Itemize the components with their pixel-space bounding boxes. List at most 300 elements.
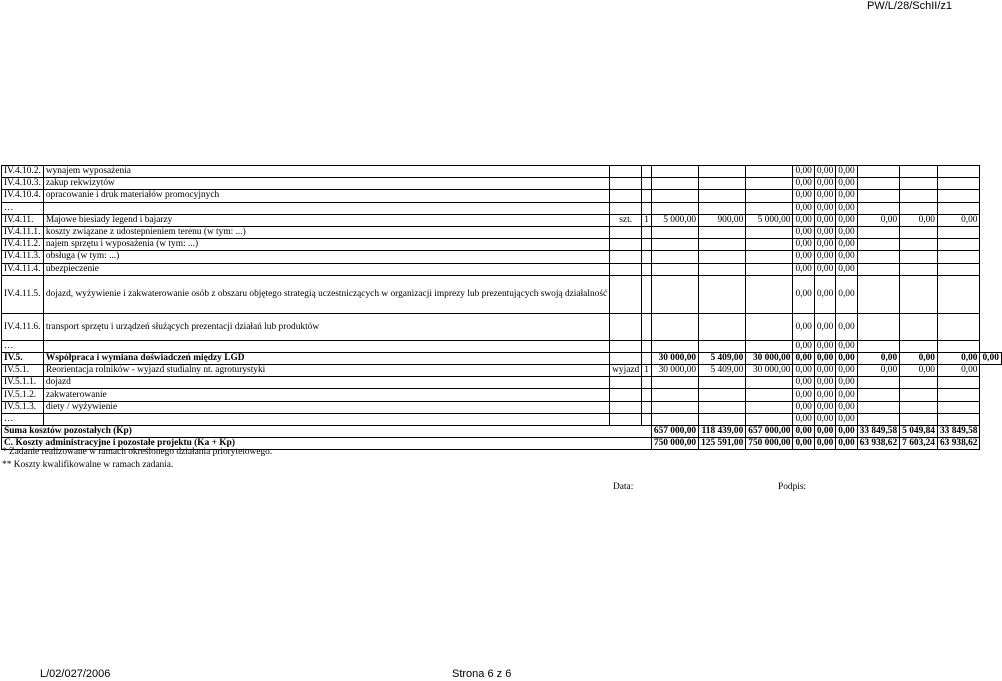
table-cell: 0,00 xyxy=(814,352,835,364)
table-cell: 0,00 xyxy=(836,226,857,238)
signature-label: Podpis: xyxy=(778,482,807,492)
table-cell: 0,00 xyxy=(814,226,835,238)
table-cell: 30 000,00 xyxy=(746,352,793,364)
table-row xyxy=(2,190,1002,202)
table-cell: 0,00 xyxy=(937,352,980,364)
table-cell: dojazd, wyżywienie i zakwaterowanie osób z obszaru objętego strategią uczestniczących w organizacji imprezy lub prezentujących swoją działalność xyxy=(43,275,609,314)
table-cell xyxy=(900,226,938,238)
table-cell: Majowe biesiady legend i bajarzy xyxy=(43,214,609,226)
table-cell xyxy=(746,178,793,190)
table-cell: szt. xyxy=(610,214,642,226)
table-cell xyxy=(937,413,980,425)
table-cell: C. Koszty administracyjne i pozostałe projektu (Ka + Kp) xyxy=(2,438,652,450)
table-cell xyxy=(980,401,1001,413)
table-cell xyxy=(857,340,900,352)
table-cell: IV.5.1.1. xyxy=(2,377,44,389)
table-cell: 750 000,00 xyxy=(746,438,793,450)
table-cell: 0,00 xyxy=(814,314,835,340)
table-cell xyxy=(651,263,698,275)
table-cell xyxy=(642,413,652,425)
table-cell: 1 xyxy=(642,365,652,377)
table-cell xyxy=(610,389,642,401)
table-cell xyxy=(651,190,698,202)
table-cell: 0,00 xyxy=(937,365,980,377)
table-cell xyxy=(900,314,938,340)
table-cell xyxy=(937,401,980,413)
table-cell xyxy=(642,202,652,214)
table-cell: 0,00 xyxy=(793,251,814,263)
table-cell xyxy=(746,314,793,340)
table-cell xyxy=(900,251,938,263)
table-cell: 0,00 xyxy=(793,178,814,190)
table-cell: dojazd xyxy=(43,377,609,389)
table-cell xyxy=(937,389,980,401)
table-cell xyxy=(746,413,793,425)
table-cell xyxy=(699,226,746,238)
table-cell xyxy=(937,202,980,214)
table-cell xyxy=(699,413,746,425)
table-cell xyxy=(980,340,1001,352)
table-row xyxy=(2,401,1002,413)
document-id: PW/L/28/SchII/z1 xyxy=(867,0,952,12)
table-cell xyxy=(937,190,980,202)
table-cell xyxy=(900,178,938,190)
table-cell xyxy=(980,389,1001,401)
table-cell: 0,00 xyxy=(814,401,835,413)
table-cell: 0,00 xyxy=(793,226,814,238)
table-row xyxy=(2,425,1002,437)
table-cell xyxy=(746,226,793,238)
table-cell: 5 409,00 xyxy=(699,365,746,377)
table-cell: 750 000,00 xyxy=(651,438,698,450)
table-row xyxy=(2,214,1002,226)
table-cell: 0,00 xyxy=(814,202,835,214)
table-cell xyxy=(651,275,698,314)
table-cell: IV.4.10.4. xyxy=(2,190,44,202)
table-cell xyxy=(900,389,938,401)
table-cell: 0,00 xyxy=(814,377,835,389)
table-cell xyxy=(857,239,900,251)
table-cell: 0,00 xyxy=(900,365,938,377)
table-cell xyxy=(937,263,980,275)
table-cell xyxy=(980,365,1001,377)
table-cell: 0,00 xyxy=(836,166,857,178)
table-cell xyxy=(857,166,900,178)
table-cell xyxy=(699,263,746,275)
table-cell: wyjazd xyxy=(610,365,642,377)
table-cell: 30 000,00 xyxy=(651,365,698,377)
table-cell xyxy=(610,377,642,389)
table-cell: 0,00 xyxy=(814,263,835,275)
table-cell: 0,00 xyxy=(836,214,857,226)
table-row xyxy=(2,239,1002,251)
table-cell xyxy=(857,178,900,190)
table-cell xyxy=(651,401,698,413)
table-cell: 0,00 xyxy=(836,352,857,364)
table-row xyxy=(2,413,1002,425)
table-cell: 0,00 xyxy=(814,214,835,226)
table-cell: 0,00 xyxy=(814,251,835,263)
table-cell: 0,00 xyxy=(836,340,857,352)
table-cell: IV.4.11. xyxy=(2,214,44,226)
table-cell: IV.5.1.2. xyxy=(2,389,44,401)
table-row xyxy=(2,314,1002,340)
table-cell xyxy=(43,202,609,214)
table-cell xyxy=(900,190,938,202)
table-cell xyxy=(610,340,642,352)
table-cell: transport sprzętu i urządzeń służących prezentacji działań lub produktów xyxy=(43,314,609,340)
footnote: * Zadanie realizowane w ramach określonego działania priorytetowego. xyxy=(2,447,273,457)
table-cell: 0,00 xyxy=(814,275,835,314)
table-cell xyxy=(651,239,698,251)
table-cell xyxy=(651,226,698,238)
table-cell xyxy=(699,340,746,352)
table-cell xyxy=(699,389,746,401)
table-cell: 0,00 xyxy=(814,438,835,450)
table-cell xyxy=(857,251,900,263)
table-cell: 0,00 xyxy=(793,214,814,226)
table-cell xyxy=(746,263,793,275)
table-cell xyxy=(746,202,793,214)
table-cell: 0,00 xyxy=(836,190,857,202)
table-cell xyxy=(746,190,793,202)
table-cell xyxy=(43,413,609,425)
table-cell xyxy=(699,166,746,178)
table-cell xyxy=(857,202,900,214)
table-cell xyxy=(746,401,793,413)
table-cell xyxy=(900,413,938,425)
table-cell: 657 000,00 xyxy=(651,425,698,437)
table-cell: 0,00 xyxy=(793,438,814,450)
table-cell xyxy=(746,166,793,178)
table-cell: 0,00 xyxy=(793,401,814,413)
table-row xyxy=(2,365,1002,377)
table-cell xyxy=(857,226,900,238)
table-cell: IV.5. xyxy=(2,352,44,364)
table-cell xyxy=(610,251,642,263)
table-cell xyxy=(642,239,652,251)
table-cell xyxy=(610,352,642,364)
table-cell: opracowanie i druk materiałów promocyjnych xyxy=(43,190,609,202)
table-row xyxy=(2,263,1002,275)
table-cell xyxy=(642,190,652,202)
date-label: Data: xyxy=(613,482,634,492)
table-cell: IV.4.10.3. xyxy=(2,178,44,190)
table-cell xyxy=(642,178,652,190)
table-cell xyxy=(900,401,938,413)
table-row xyxy=(2,389,1002,401)
table-cell: 0,00 xyxy=(814,425,835,437)
table-cell: 7 603,24 xyxy=(900,438,938,450)
footnote: ** Koszty kwalifikowalne w ramach zadania. xyxy=(2,459,174,470)
table-cell xyxy=(900,263,938,275)
table-cell xyxy=(980,166,1001,178)
table-cell xyxy=(699,401,746,413)
table-cell xyxy=(610,275,642,314)
table-cell: 0,00 xyxy=(814,178,835,190)
table-cell: 0,00 xyxy=(836,178,857,190)
table-cell: 0,00 xyxy=(793,365,814,377)
table-cell: 0,00 xyxy=(900,352,938,364)
table-cell: 0,00 xyxy=(836,275,857,314)
table-cell: 0,00 xyxy=(836,365,857,377)
table-row xyxy=(2,178,1002,190)
table-cell: … xyxy=(2,202,44,214)
table-row xyxy=(2,251,1002,263)
table-cell xyxy=(746,251,793,263)
table-row xyxy=(2,352,1002,364)
table-cell: 63 938,62 xyxy=(857,438,900,450)
table-cell: 0,00 xyxy=(836,239,857,251)
table-cell: 30 000,00 xyxy=(746,365,793,377)
table-cell xyxy=(937,166,980,178)
table-row xyxy=(2,202,1002,214)
table-cell xyxy=(642,275,652,314)
table-cell: 0,00 xyxy=(814,389,835,401)
table-cell: 0,00 xyxy=(814,166,835,178)
table-cell: 0,00 xyxy=(937,214,980,226)
table-cell: zakwaterowanie xyxy=(43,389,609,401)
table-cell xyxy=(651,314,698,340)
table-cell xyxy=(610,314,642,340)
table-cell: 30 000,00 xyxy=(651,352,698,364)
table-cell: IV.4.11.3. xyxy=(2,251,44,263)
table-cell: 0,00 xyxy=(793,202,814,214)
table-cell: 0,00 xyxy=(814,340,835,352)
table-cell: 118 439,00 xyxy=(699,425,746,437)
table-cell: 0,00 xyxy=(900,214,938,226)
table-cell: 0,00 xyxy=(836,202,857,214)
table-cell: 0,00 xyxy=(836,377,857,389)
table-cell xyxy=(642,401,652,413)
table-cell xyxy=(980,190,1001,202)
table-cell: IV.5.1. xyxy=(2,365,44,377)
table-cell xyxy=(699,239,746,251)
table-cell xyxy=(43,340,609,352)
table-cell: 5 409,00 xyxy=(699,352,746,364)
table-cell xyxy=(610,190,642,202)
table-cell xyxy=(651,389,698,401)
table-cell: IV.4.11.4. xyxy=(2,263,44,275)
table-cell xyxy=(937,340,980,352)
table-cell xyxy=(857,275,900,314)
table-cell xyxy=(937,314,980,340)
table-cell xyxy=(937,377,980,389)
table-cell xyxy=(857,389,900,401)
table-cell: IV.4.11.5. xyxy=(2,275,44,314)
table-cell xyxy=(980,263,1001,275)
page-number: Strona 6 z 6 xyxy=(452,668,512,680)
cost-table-body xyxy=(2,166,1002,450)
table-cell: 0,00 xyxy=(793,314,814,340)
footer-reference: L/02/027/2006 xyxy=(40,668,111,680)
table-cell: 0,00 xyxy=(814,190,835,202)
table-cell xyxy=(642,314,652,340)
table-cell: 0,00 xyxy=(836,401,857,413)
table-cell: … xyxy=(2,340,44,352)
table-cell xyxy=(651,377,698,389)
table-cell xyxy=(651,340,698,352)
table-cell xyxy=(980,377,1001,389)
table-row xyxy=(2,340,1002,352)
table-cell: 0,00 xyxy=(857,365,900,377)
table-row xyxy=(2,226,1002,238)
table-cell: 0,00 xyxy=(793,166,814,178)
table-cell: zakup rekwizytów xyxy=(43,178,609,190)
table-cell xyxy=(900,202,938,214)
table-cell: 63 938,62 xyxy=(937,438,980,450)
table-cell xyxy=(857,401,900,413)
table-cell xyxy=(642,166,652,178)
table-cell xyxy=(610,166,642,178)
table-cell xyxy=(746,377,793,389)
table-cell xyxy=(980,275,1001,314)
table-cell xyxy=(642,377,652,389)
table-cell xyxy=(699,377,746,389)
table-cell xyxy=(857,190,900,202)
table-cell xyxy=(857,314,900,340)
table-cell: … xyxy=(2,413,44,425)
table-cell: 0,00 xyxy=(793,352,814,364)
table-cell: 0,00 xyxy=(814,413,835,425)
table-cell: 33 849,58 xyxy=(937,425,980,437)
table-cell xyxy=(699,190,746,202)
table-cell: Współpraca i wymiana doświadczeń między LGD xyxy=(43,352,609,364)
table-cell: najem sprzętu i wyposażenia (w tym: ...) xyxy=(43,239,609,251)
table-cell xyxy=(937,239,980,251)
table-cell xyxy=(610,226,642,238)
table-cell: Reorientacja rolników - wyjazd studialny nt. agroturystyki xyxy=(43,365,609,377)
table-cell xyxy=(610,401,642,413)
table-cell: 0,00 xyxy=(793,239,814,251)
table-cell: Suma kosztów pozostałych (Kp) xyxy=(2,425,652,437)
table-cell xyxy=(642,340,652,352)
table-cell xyxy=(642,263,652,275)
table-cell: 900,00 xyxy=(699,214,746,226)
table-cell: 657 000,00 xyxy=(746,425,793,437)
table-cell: 0,00 xyxy=(836,314,857,340)
table-cell xyxy=(937,226,980,238)
table-cell xyxy=(980,425,1001,437)
table-cell xyxy=(651,202,698,214)
table-cell: 5 049,84 xyxy=(900,425,938,437)
table-cell xyxy=(699,314,746,340)
table-cell: ubezpieczenie xyxy=(43,263,609,275)
table-cell xyxy=(980,178,1001,190)
table-cell xyxy=(937,275,980,314)
table-cell xyxy=(610,239,642,251)
cost-table xyxy=(1,165,1002,450)
table-cell xyxy=(900,166,938,178)
table-cell: 33 849,58 xyxy=(857,425,900,437)
table-cell xyxy=(642,251,652,263)
table-cell xyxy=(980,202,1001,214)
table-cell xyxy=(900,239,938,251)
table-cell: 0,00 xyxy=(793,190,814,202)
table-cell: 0,00 xyxy=(836,438,857,450)
table-cell xyxy=(642,226,652,238)
table-cell xyxy=(980,314,1001,340)
table-cell xyxy=(857,377,900,389)
table-cell: 125 591,00 xyxy=(699,438,746,450)
table-cell: 0,00 xyxy=(980,352,1001,364)
table-row xyxy=(2,275,1002,314)
table-cell xyxy=(610,202,642,214)
table-cell: obsługa (w tym: ...) xyxy=(43,251,609,263)
table-cell: IV.4.11.2. xyxy=(2,239,44,251)
table-cell xyxy=(900,340,938,352)
table-cell xyxy=(651,166,698,178)
table-cell xyxy=(699,178,746,190)
footnotes xyxy=(2,446,272,471)
table-cell: 0,00 xyxy=(793,340,814,352)
table-cell: 0,00 xyxy=(793,425,814,437)
table-cell: 0,00 xyxy=(836,413,857,425)
table-cell xyxy=(980,239,1001,251)
table-cell xyxy=(937,178,980,190)
table-cell: IV.5.1.3. xyxy=(2,401,44,413)
table-cell xyxy=(980,214,1001,226)
table-cell xyxy=(699,275,746,314)
table-cell: wynajem wyposażenia xyxy=(43,166,609,178)
table-cell xyxy=(857,263,900,275)
table-cell: 0,00 xyxy=(793,275,814,314)
table-cell: 0,00 xyxy=(857,352,900,364)
table-cell: IV.4.11.6. xyxy=(2,314,44,340)
table-cell xyxy=(980,413,1001,425)
table-cell xyxy=(746,389,793,401)
table-cell: 0,00 xyxy=(793,389,814,401)
table-cell xyxy=(937,251,980,263)
table-cell xyxy=(900,377,938,389)
table-cell: 0,00 xyxy=(793,413,814,425)
table-cell xyxy=(651,178,698,190)
table-cell xyxy=(610,263,642,275)
table-row xyxy=(2,166,1002,178)
table-cell: 0,00 xyxy=(793,263,814,275)
table-cell xyxy=(610,413,642,425)
table-cell: 0,00 xyxy=(836,263,857,275)
table-cell xyxy=(900,275,938,314)
table-cell xyxy=(642,389,652,401)
table-cell: 0,00 xyxy=(814,365,835,377)
table-cell: 5 000,00 xyxy=(746,214,793,226)
table-cell: 0,00 xyxy=(836,251,857,263)
table-cell: 1 xyxy=(642,214,652,226)
table-cell xyxy=(651,413,698,425)
table-cell xyxy=(610,178,642,190)
table-cell xyxy=(857,413,900,425)
table-cell: diety / wyżywienie xyxy=(43,401,609,413)
table-cell xyxy=(699,202,746,214)
table-cell: koszty związane z udostepnieniem terenu (w tym: ...) xyxy=(43,226,609,238)
table-cell: 0,00 xyxy=(793,377,814,389)
table-cell xyxy=(642,352,652,364)
table-cell: IV.4.10.2. xyxy=(2,166,44,178)
table-cell: 5 000,00 xyxy=(651,214,698,226)
table-cell xyxy=(980,438,1001,450)
table-cell xyxy=(699,251,746,263)
table-cell xyxy=(980,226,1001,238)
table-cell: 0,00 xyxy=(836,389,857,401)
table-cell xyxy=(746,275,793,314)
table-cell xyxy=(746,340,793,352)
table-cell: 0,00 xyxy=(836,425,857,437)
table-cell: 0,00 xyxy=(814,239,835,251)
table-cell xyxy=(746,239,793,251)
table-cell: 0,00 xyxy=(857,214,900,226)
table-cell: IV.4.11.1. xyxy=(2,226,44,238)
